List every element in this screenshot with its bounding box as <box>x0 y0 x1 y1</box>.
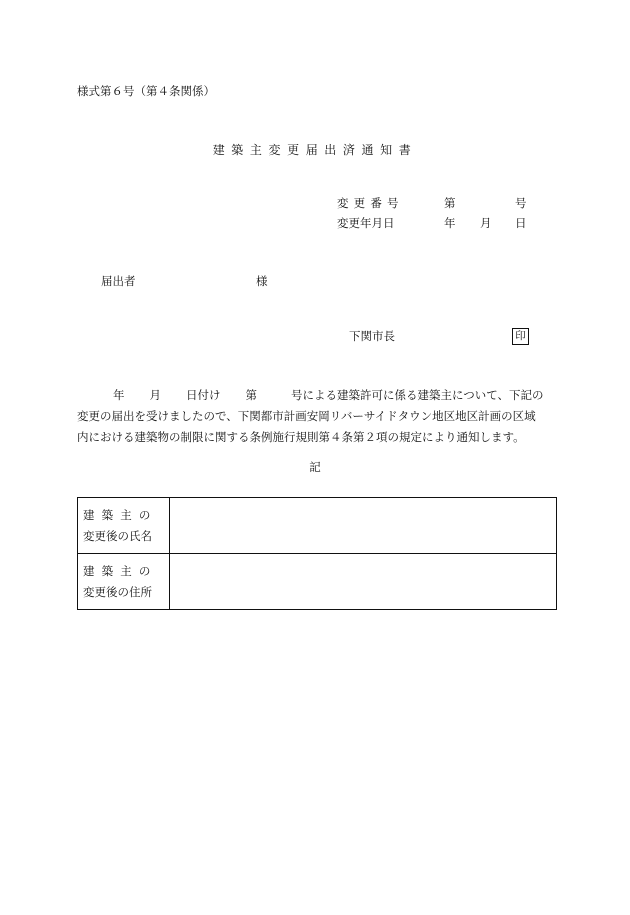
change-date-year: 年 <box>444 216 456 230</box>
body-month: 月 <box>149 388 161 402</box>
row-label-name <box>78 498 170 554</box>
honorific-sama: 様 <box>256 274 268 288</box>
table-row <box>78 498 557 554</box>
seal-mark: 印 <box>512 328 529 345</box>
change-number-label: 変更番号 <box>337 196 404 210</box>
notifier-label: 届出者 <box>101 274 136 288</box>
label-bottom: 変更後の住所 <box>83 584 152 599</box>
body-year: 年 <box>113 388 125 402</box>
label-bottom: 変更後の氏名 <box>83 528 152 543</box>
change-date-month: 月 <box>480 216 492 230</box>
form-number: 様式第６号（第４条関係） <box>77 84 215 98</box>
body-dated: 日付け <box>186 388 221 402</box>
new-name-field[interactable] <box>170 498 557 554</box>
body-line-1 <box>77 385 555 406</box>
new-address-field[interactable] <box>170 554 557 610</box>
body-line-2: 変更の届出を受けましたので、下関都市計画安岡リバーサイドタウン地区地区計画の区域 <box>77 409 536 423</box>
change-details-table <box>77 497 557 610</box>
body-number-prefix: 第 <box>245 388 257 402</box>
notice-body <box>77 385 555 448</box>
change-number-suffix: 号 <box>515 196 527 210</box>
change-number-prefix: 第 <box>444 196 456 210</box>
ki-heading: 記 <box>309 460 321 474</box>
body-line-1-rest: 号による建築許可に係る建築主について、下記の <box>291 388 544 402</box>
issuer-title: 下関市長 <box>349 329 395 343</box>
label-top: 建築主の <box>83 507 158 522</box>
change-date-day: 日 <box>515 216 527 230</box>
change-date-label: 変更年月日 <box>337 216 395 230</box>
label-top: 建築主の <box>83 563 158 578</box>
row-label-address <box>78 554 170 610</box>
table-row <box>78 554 557 610</box>
body-line-3: 内における建築物の制限に関する条例施行規則第４条第２項の規定により通知します。 <box>77 430 525 444</box>
document-title: 建築主変更届出済通知書 <box>212 143 418 157</box>
